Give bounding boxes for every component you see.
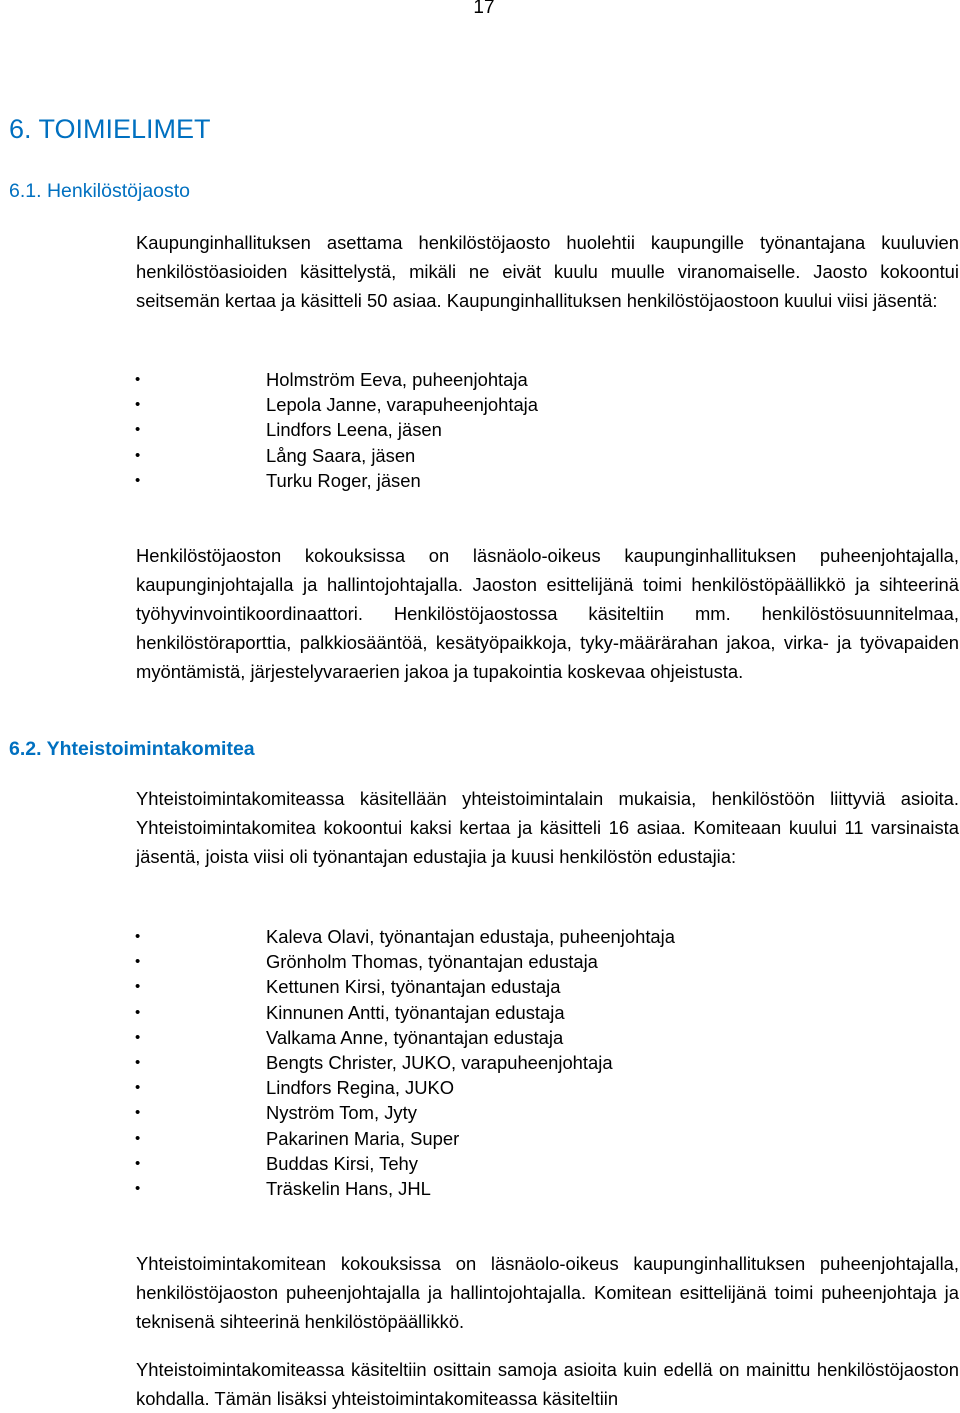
member-name: Valkama Anne, työnantajan edustaja <box>266 1026 564 1048</box>
list-item <box>136 1025 956 1050</box>
list-item <box>136 468 956 493</box>
section2-details-paragraph: Yhteistoimintakomitean kokouksissa on läsnäolo-oikeus kaupunginhallituksen puheenjohtajalla, henkilöstöjaoston puheenjohtajalla ja hallintojohtajalla. Komitean esittelijänä toimi puheenjohtaja ja teknisenä sihteerinä henkilöstöpäällikkö. <box>136 1253 959 1332</box>
member-name: Turku Roger, jäsen <box>266 469 421 491</box>
member-name: Buddas Kirsi, Tehy <box>266 1152 418 1174</box>
member-name: Kaleva Olavi, työnantajan edustaja, puheenjohtaja <box>266 926 675 947</box>
member-name: Bengts Christer, JUKO, varapuheenjohtaja <box>266 1051 613 1073</box>
list-item <box>136 1126 956 1151</box>
section-title-henkilostojaosto: 6.1. Henkilöstöjaosto <box>9 180 191 202</box>
bullet-icon: • <box>135 1129 141 1147</box>
bullet-icon: • <box>135 1154 141 1172</box>
section1-member-list <box>136 367 956 493</box>
bullet-icon: • <box>135 953 141 971</box>
chapter-title: 6. TOIMIELIMET <box>9 114 211 144</box>
bullet-icon: • <box>135 371 141 388</box>
list-item <box>136 1000 956 1025</box>
bullet-icon: • <box>135 1179 141 1197</box>
member-name: Kinnunen Antti, työnantajan edustaja <box>266 1001 565 1023</box>
section1-details-paragraph: Henkilöstöjaoston kokouksissa on läsnäolo-oikeus kaupunginhallituksen puheenjohtajalla, kaupunginjohtajalla ja hallintojohtajalla. Jaoston esittelijänä toimi henkilöstöpäällikkö ja sihteerinä työhyvinvointikoordinaattori. Henkilöstöjaostossa käsiteltiin mm. henkilöstösuunnitelmaa, henkilöstöraporttia, palkkiosääntöä, kesätyöpaikkoja, tyky-määrärahan jakoa, virka- ja työvapaiden myöntämistä, järjestelyvaraerien jakoa ja tupakointia koskevaa ohjeistusta. <box>136 545 959 682</box>
member-name: Lång Saara, jäsen <box>266 444 416 466</box>
list-item <box>136 1075 956 1100</box>
list-item <box>136 1100 956 1125</box>
member-name: Nyström Tom, Jyty <box>266 1102 417 1124</box>
bullet-icon: • <box>135 1104 141 1122</box>
list-item <box>136 1176 956 1201</box>
bullet-icon: • <box>135 1003 141 1021</box>
bullet-icon: • <box>135 1079 141 1097</box>
list-item <box>136 367 956 392</box>
bullet-icon: • <box>135 1053 141 1071</box>
bullet-icon: • <box>135 446 141 464</box>
bullet-icon: • <box>135 978 141 996</box>
list-item <box>136 949 956 974</box>
section1-intro-paragraph: Kaupunginhallituksen asettama henkilöstöjaosto huolehtii kaupungille työnantajana kuuluvien henkilöstöasioiden käsittelystä, mikäli ne eivät kuulu muulle viranomaiselle. Jaosto kokoontui seitsemän kertaa ja käsitteli 50 asiaa. Kaupunginhallituksen henkilöstöjaostoon kuului viisi jäsentä: <box>136 232 959 311</box>
list-item <box>136 1151 956 1176</box>
page-number: 17 <box>473 0 495 18</box>
member-name: Kettunen Kirsi, työnantajan edustaja <box>266 976 561 998</box>
bullet-icon: • <box>135 396 141 414</box>
list-item <box>136 974 956 999</box>
list-item <box>136 443 956 468</box>
bullet-icon: • <box>135 1028 141 1046</box>
member-name: Lepola Janne, varapuheenjohtaja <box>266 394 538 416</box>
list-item <box>136 417 956 442</box>
list-item <box>136 1050 956 1075</box>
member-name: Lindfors Leena, jäsen <box>266 419 442 441</box>
bullet-icon: • <box>135 421 141 439</box>
member-name: Lindfors Regina, JUKO <box>266 1077 455 1099</box>
bullet-icon: • <box>135 928 141 945</box>
member-name: Pakarinen Maria, Super <box>266 1127 460 1149</box>
bullet-icon: • <box>135 471 141 489</box>
list-item <box>136 392 956 417</box>
section-title-yhteistoimintakomitea: 6.2. Yhteistoimintakomitea <box>9 738 255 760</box>
section2-intro-paragraph: Yhteistoimintakomiteassa käsitellään yhteistoimintalain mukaisia, henkilöstöön liittyviä asioita. Yhteistoimintakomitea kokoontui kaksi kertaa ja käsitteli 16 asiaa. Komiteaan kuului 11 varsinaista jäsentä, joista viisi oli työnantajan edustajia ja kuusi henkilöstön edustajia: <box>136 788 959 867</box>
section2-extra-paragraph: Yhteistoimintakomiteassa käsiteltiin osittain samoja asioita kuin edellä on mainittu henkilöstöjaoston kohdalla. Tämän lisäksi yhteistoimintakomiteassa käsiteltiin <box>136 1359 959 1409</box>
member-name: Träskelin Hans, JHL <box>266 1177 431 1199</box>
member-name: Holmström Eeva, puheenjohtaja <box>266 369 528 390</box>
member-name: Grönholm Thomas, työnantajan edustaja <box>266 951 598 973</box>
list-item <box>136 924 956 949</box>
section2-member-list <box>136 924 956 1201</box>
